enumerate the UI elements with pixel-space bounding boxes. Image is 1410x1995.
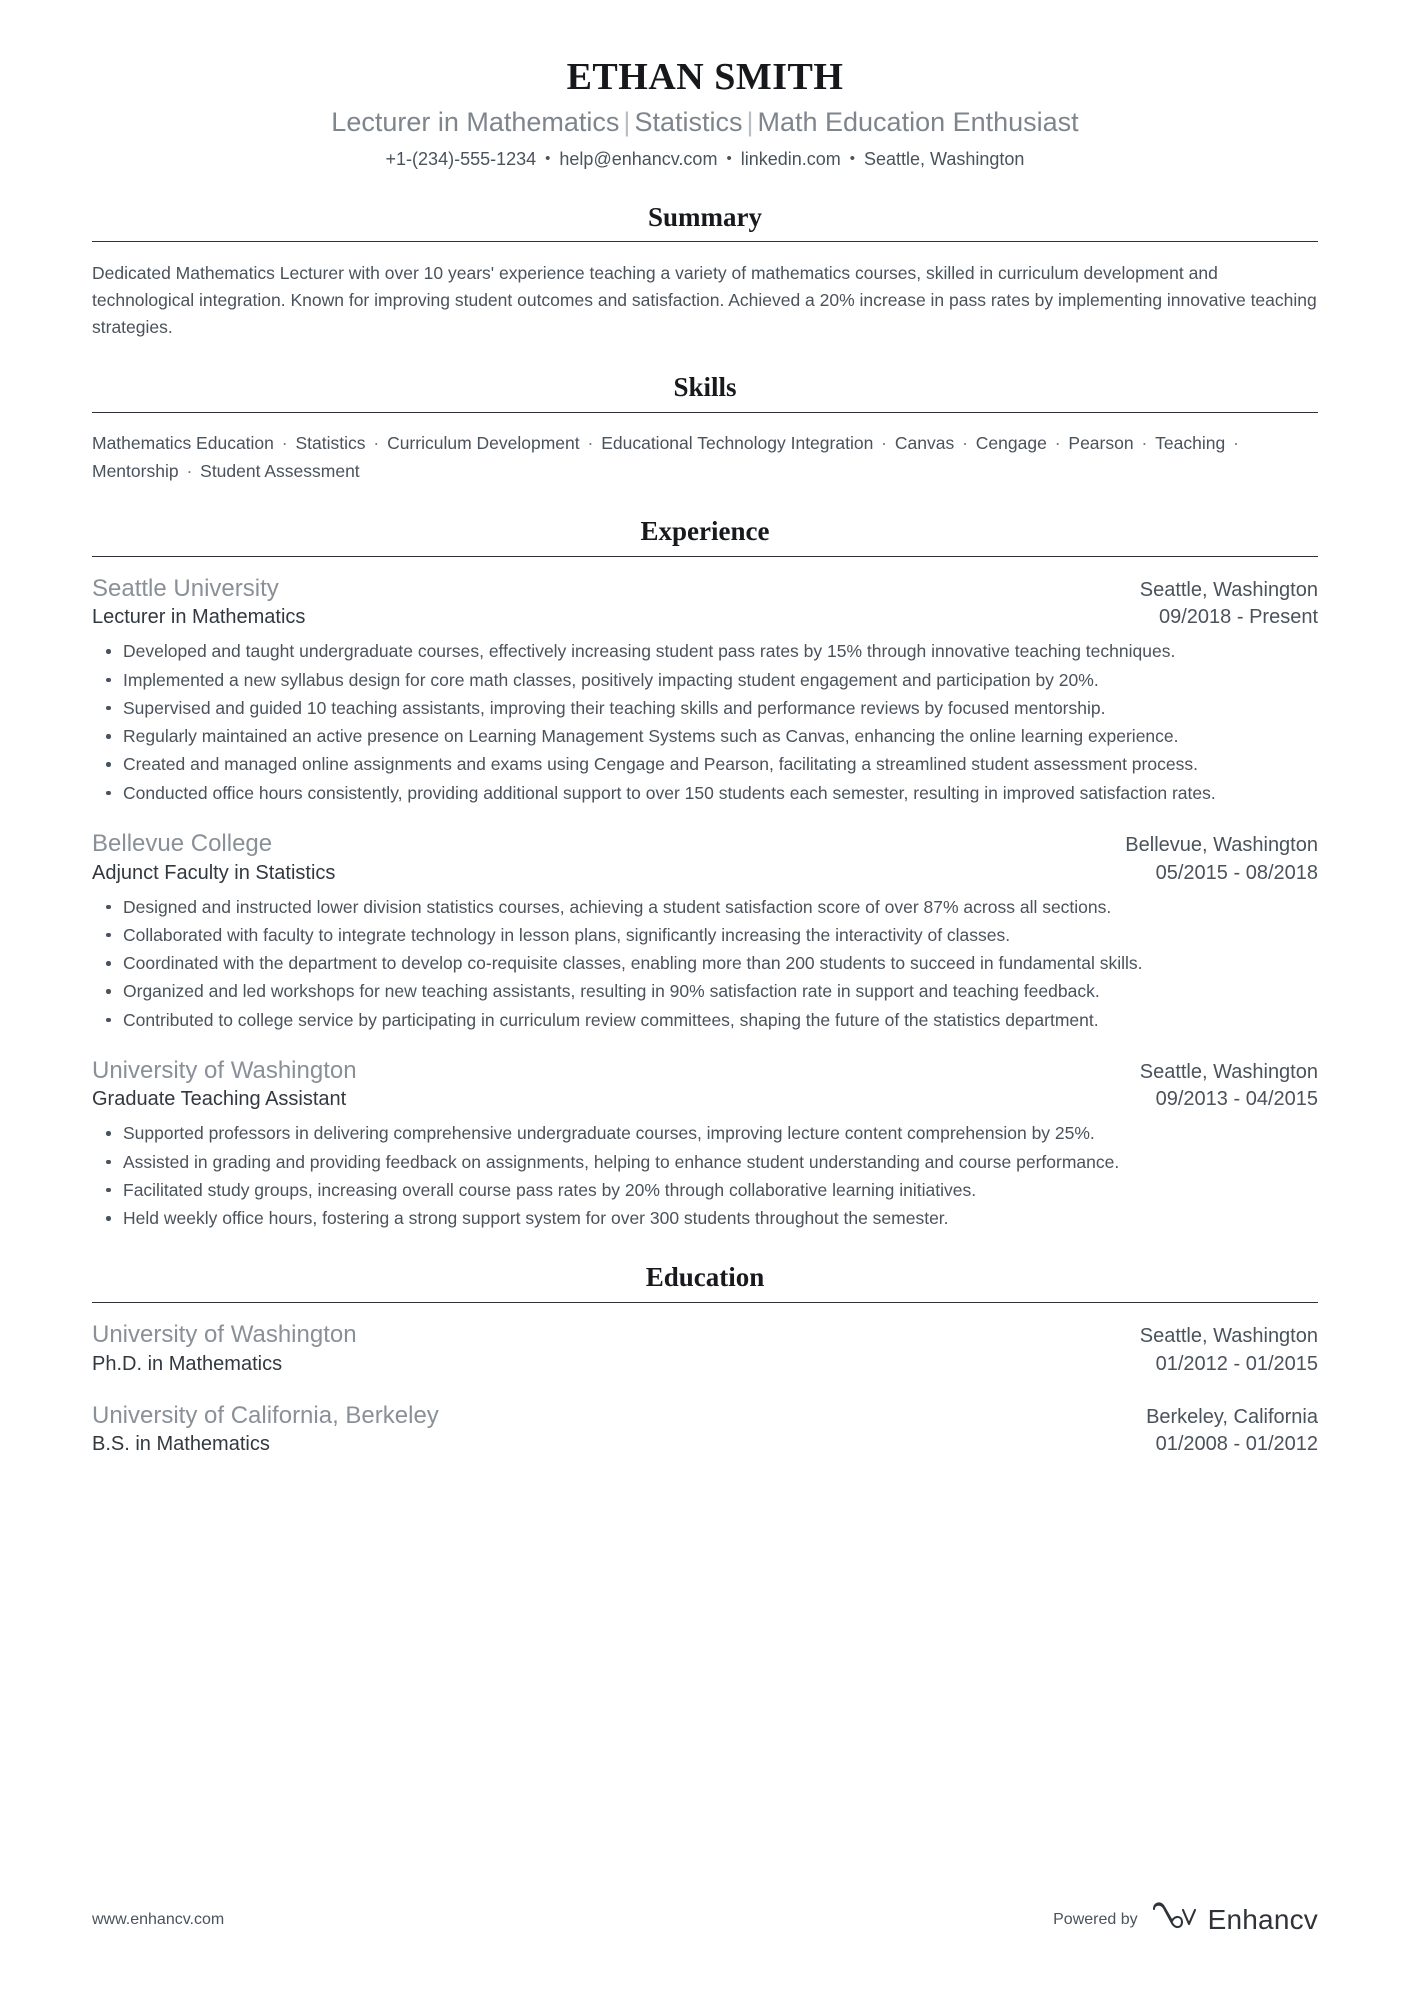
experience-location: Bellevue, Washington (1125, 833, 1318, 856)
section-heading-skills: Skills (673, 372, 737, 403)
education-organization: University of Washington (92, 1320, 357, 1348)
resume-header (92, 55, 1318, 171)
section-skills (92, 371, 1318, 485)
headline-divider-2: | (746, 106, 754, 137)
footer-branding (1053, 1902, 1318, 1937)
experience-bullet: Coordinated with the department to develop co-requisite classes, enabling more than 200 students to succeed in fundamental skills. (92, 950, 1318, 976)
headline-part-3: Math Education Enthusiast (757, 106, 1079, 137)
section-experience (92, 515, 1318, 1231)
skill-item: Statistics (295, 432, 366, 453)
skill-item: Curriculum Development (387, 432, 580, 453)
headline-divider-1: | (623, 106, 631, 137)
education-entry-top-row (92, 1319, 1318, 1351)
experience-bullet: Supervised and guided 10 teaching assistants, improving their teaching skills and performance reviews by focused mentorship. (92, 695, 1318, 721)
summary-text: Dedicated Mathematics Lecturer with over 10 years' experience teaching a variety of mathematics courses, skilled in curriculum development and technological integration. Known for improving student outcomes and satisfaction. Achieved a 20% increase in pass rates by implementing innovative teaching strategies. (92, 262, 1317, 338)
skill-item: Cengage (975, 432, 1047, 453)
section-divider-education (92, 1302, 1318, 1303)
skill-separator: · (1049, 432, 1066, 453)
experience-organization: Bellevue College (92, 829, 273, 857)
headline-part-1: Lecturer in Mathematics (331, 106, 620, 137)
education-entry (92, 1319, 1318, 1378)
experience-bullet: Contributed to college service by participating in curriculum review committees, shaping the future of the statistics department. (92, 1007, 1318, 1033)
experience-entry-sub-row (92, 1086, 1318, 1113)
section-heading-education: Education (645, 1262, 765, 1293)
experience-bullet: Designed and instructed lower division statistics courses, achieving a student satisfaction score of over 87% across all sections. (92, 894, 1318, 920)
candidate-headline (92, 106, 1318, 140)
education-entries (92, 1319, 1318, 1458)
experience-entry-top-row (92, 1055, 1318, 1087)
experience-entry (92, 1055, 1318, 1232)
contact-separator-3: • (849, 149, 856, 167)
skill-separator: · (957, 432, 973, 453)
experience-dates: 09/2013 - 04/2015 (1155, 1088, 1318, 1111)
experience-dates: 05/2015 - 08/2018 (1155, 861, 1318, 884)
experience-role: Graduate Teaching Assistant (92, 1088, 347, 1111)
experience-entry-sub-row (92, 860, 1318, 887)
experience-bullet: Assisted in grading and providing feedback on assignments, helping to enhance student understanding and course performance. (92, 1149, 1318, 1175)
skill-separator: · (582, 432, 599, 453)
education-entry-sub-row (92, 1431, 1318, 1458)
experience-bullet: Facilitated study groups, increasing overall course pass rates by 20% through collaborative learning initiatives. (92, 1177, 1318, 1203)
education-degree: Ph.D. in Mathematics (92, 1352, 283, 1375)
experience-dates: 09/2018 - Present (1159, 606, 1318, 629)
skill-item: Teaching (1155, 432, 1226, 453)
experience-bullet: Conducted office hours consistently, providing additional support to over 150 students each semester, resulting in improved satisfaction rates. (92, 780, 1318, 806)
experience-bullet: Implemented a new syllabus design for core math classes, positively impacting student engagement and participation by 20%. (92, 667, 1318, 693)
experience-entries (92, 573, 1318, 1232)
experience-bullet: Developed and taught undergraduate courses, effectively increasing student pass rates by 15% through innovative teaching techniques. (92, 638, 1318, 664)
education-entry-sub-row (92, 1351, 1318, 1378)
experience-bullet: Collaborated with faculty to integrate technology in lesson plans, significantly increasing the interactivity of classes. (92, 922, 1318, 948)
education-entry (92, 1400, 1318, 1459)
experience-bullet: Held weekly office hours, fostering a strong support system for over 300 students throughout the semester. (92, 1205, 1318, 1231)
skill-separator: · (368, 432, 385, 453)
experience-organization: University of Washington (92, 1056, 357, 1084)
experience-location: Seattle, Washington (1139, 1060, 1318, 1083)
skill-separator: · (276, 432, 293, 453)
experience-bullet: Created and managed online assignments and exams using Cengage and Pearson, facilitating a streamlined student assessment process. (92, 751, 1318, 777)
skill-item: Mathematics Education (92, 432, 274, 453)
enhancv-wordmark: Enhancv (1207, 1903, 1318, 1935)
section-divider-skills (92, 412, 1318, 413)
section-divider-summary (92, 241, 1318, 242)
contact-website[interactable]: linkedin.com (740, 148, 841, 169)
education-degree: B.S. in Mathematics (92, 1433, 270, 1456)
skills-list (92, 429, 1318, 486)
section-summary (92, 201, 1318, 341)
skill-item: Educational Technology Integration (601, 432, 874, 453)
contact-separator-1: • (545, 149, 551, 167)
experience-bullet-list (92, 1120, 1318, 1231)
experience-entry (92, 573, 1318, 806)
experience-bullet: Supported professors in delivering comprehensive undergraduate courses, improving lecture content comprehension by 25%. (92, 1120, 1318, 1146)
skill-separator: · (181, 460, 198, 481)
experience-bullet-list (92, 894, 1318, 1033)
education-location: Seattle, Washington (1139, 1324, 1318, 1347)
skill-item: Canvas (894, 432, 955, 453)
skill-separator: · (1136, 432, 1153, 453)
footer-powered-by-label: Powered by (1053, 1910, 1138, 1928)
experience-bullet-list (92, 638, 1318, 806)
education-organization: University of California, Berkeley (92, 1401, 439, 1429)
skill-item: Mentorship (92, 460, 179, 481)
skill-separator: · (876, 432, 892, 453)
section-education (92, 1261, 1318, 1458)
section-divider-experience (92, 556, 1318, 557)
experience-bullet: Regularly maintained an active presence on Learning Management Systems such as Canvas, enhancing the online learning experience. (92, 723, 1318, 749)
section-heading-summary: Summary (648, 201, 762, 232)
skill-item: Student Assessment (200, 460, 360, 481)
footer-url[interactable]: www.enhancv.com (92, 1910, 225, 1928)
experience-entry-top-row (92, 573, 1318, 605)
headline-part-2: Statistics (634, 106, 743, 137)
contact-separator-2: • (726, 149, 732, 167)
skill-item: Pearson (1068, 432, 1134, 453)
page-footer (92, 1902, 1318, 1937)
experience-role: Lecturer in Mathematics (92, 606, 306, 629)
education-dates: 01/2012 - 01/2015 (1155, 1352, 1318, 1375)
experience-entry (92, 828, 1318, 1033)
contact-email[interactable]: help@enhancv.com (559, 148, 718, 169)
experience-organization: Seattle University (92, 574, 279, 602)
education-dates: 01/2008 - 01/2012 (1155, 1433, 1318, 1456)
education-entry-top-row (92, 1400, 1318, 1432)
experience-entry-sub-row (92, 604, 1318, 631)
education-location: Berkeley, California (1146, 1405, 1318, 1428)
section-heading-experience: Experience (640, 516, 770, 547)
candidate-name: ETHAN SMITH (566, 56, 844, 98)
experience-entry-top-row (92, 828, 1318, 860)
contact-location: Seattle, Washington (864, 148, 1025, 169)
experience-location: Seattle, Washington (1139, 578, 1318, 601)
experience-role: Adjunct Faculty in Statistics (92, 861, 336, 884)
enhancv-mark-icon (1152, 1902, 1198, 1937)
skill-separator: · (1228, 432, 1239, 453)
contact-phone: +1-(234)-555-1234 (385, 148, 537, 169)
enhancv-logo (1152, 1902, 1318, 1937)
contact-line (92, 148, 1318, 171)
experience-bullet: Organized and led workshops for new teaching assistants, resulting in 90% satisfaction rate in support and teaching feedback. (92, 978, 1318, 1004)
